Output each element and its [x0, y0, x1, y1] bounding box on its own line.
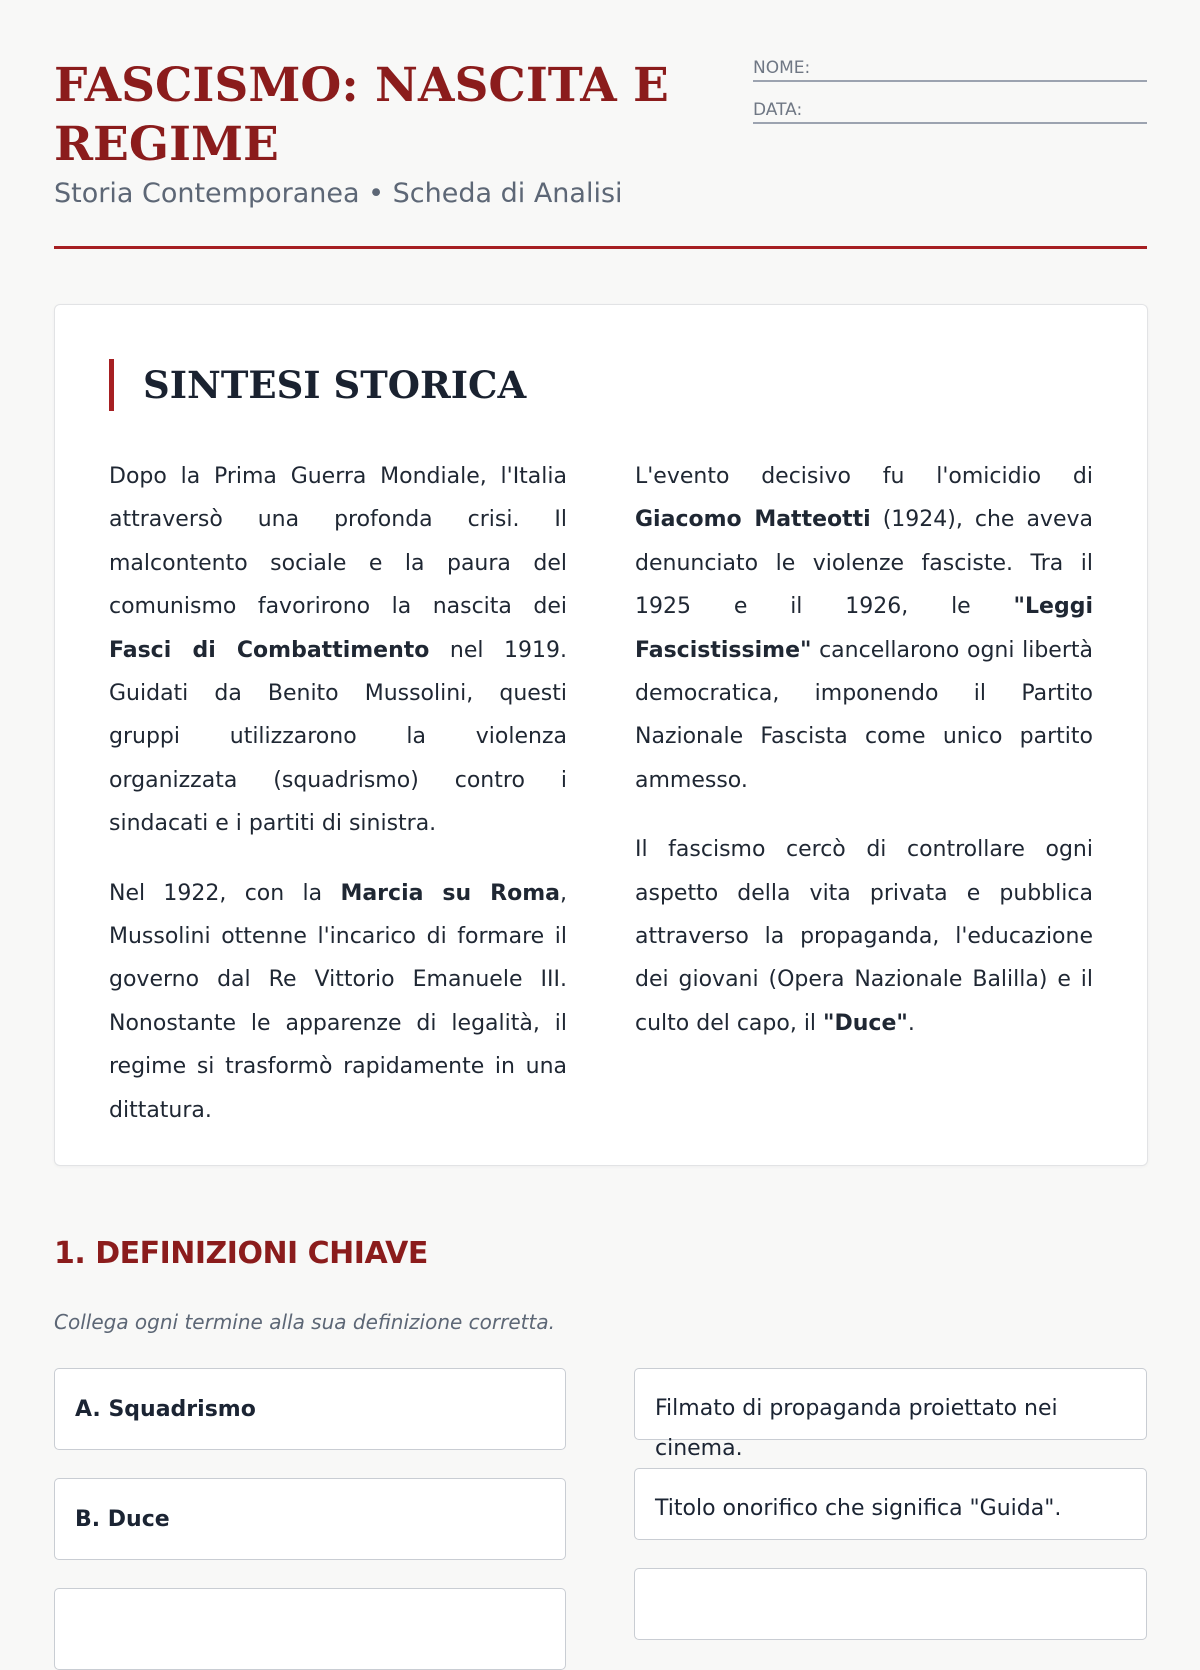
text-run: cancellarono ogni libertà democratica, imponendo il Partito Nazionale Fascista come unico partito ammesso.: [635, 637, 1093, 793]
section-instruction: Collega ogni termine alla sua definizione corretta.: [54, 1310, 555, 1334]
summary-paragraph: [109, 455, 567, 846]
heading-accent-bar: [109, 359, 114, 411]
text-run: .: [907, 1010, 915, 1036]
summary-paragraph: [635, 828, 1093, 1045]
summary-column-right: [635, 455, 1093, 1071]
text-run: nel 1919. Guidati da Benito Mussolini, questi gruppi utilizzarono la violenza organizzata (squadrismo) contro i sindacati e i partiti di sinistra.: [109, 637, 568, 837]
key-term: Marcia su Roma: [340, 880, 560, 906]
term-card[interactable]: B. Duce: [54, 1478, 566, 1560]
key-term: "Duce": [823, 1010, 908, 1036]
summary-paragraph: [109, 872, 567, 1132]
summary-column-left: [109, 455, 567, 1158]
page-subtitle: Storia Contemporanea • Scheda di Analisi: [54, 178, 623, 209]
text-run: , Mussolini ottenne l'incarico di formare il governo dal Re Vittorio Emanuele III. Nonostante le apparenze di legalità, il regime si trasformò rapidamente in una dittatura.: [109, 880, 567, 1123]
text-run: Il fascismo cercò di controllare ogni aspetto della vita privata e pubblica attraverso la propaganda, l'educazione dei giovani (Opera Nazionale Balilla) e il culto del capo, il: [635, 837, 1093, 1036]
key-term: "Leggi Fascistissime": [635, 594, 1093, 663]
date-field-label: DATA:: [753, 100, 803, 120]
text-run: L'evento decisivo fu l'omicidio di: [635, 464, 1093, 489]
term-card[interactable]: A. Squadrismo: [54, 1368, 566, 1450]
text-run: (1924), che aveva denunciato le violenze fasciste. Tra il 1925 e il 1926, le: [635, 507, 1093, 620]
key-term: Giacomo Matteotti: [635, 507, 871, 533]
summary-paragraph: [635, 455, 1093, 802]
page-title: FASCISMO: NASCITA E REGIME: [54, 58, 669, 172]
name-field[interactable]: [753, 58, 1147, 82]
header-divider: [54, 246, 1147, 249]
definition-card[interactable]: Titolo onorifico che significa "Guida".: [634, 1468, 1147, 1540]
date-field[interactable]: [753, 100, 1147, 124]
definition-card[interactable]: [634, 1568, 1147, 1640]
text-run: Dopo la Prima Guerra Mondiale, l'Italia attraversò una profonda crisi. Il malcontento sociale e la paura del comunismo favorirono la nascita dei: [109, 464, 567, 620]
text-run: Nel 1922, con la: [109, 880, 341, 906]
summary-heading: SINTESI STORICA: [143, 363, 527, 407]
summary-card: [54, 304, 1148, 1166]
section-title: 1. DEFINIZIONI CHIAVE: [54, 1236, 428, 1271]
definition-card[interactable]: Filmato di propaganda proiettato nei cinema.: [634, 1368, 1147, 1440]
key-term: Fasci di Combattimento: [109, 637, 430, 663]
name-field-label: NOME:: [753, 58, 811, 78]
term-card[interactable]: [54, 1588, 566, 1670]
